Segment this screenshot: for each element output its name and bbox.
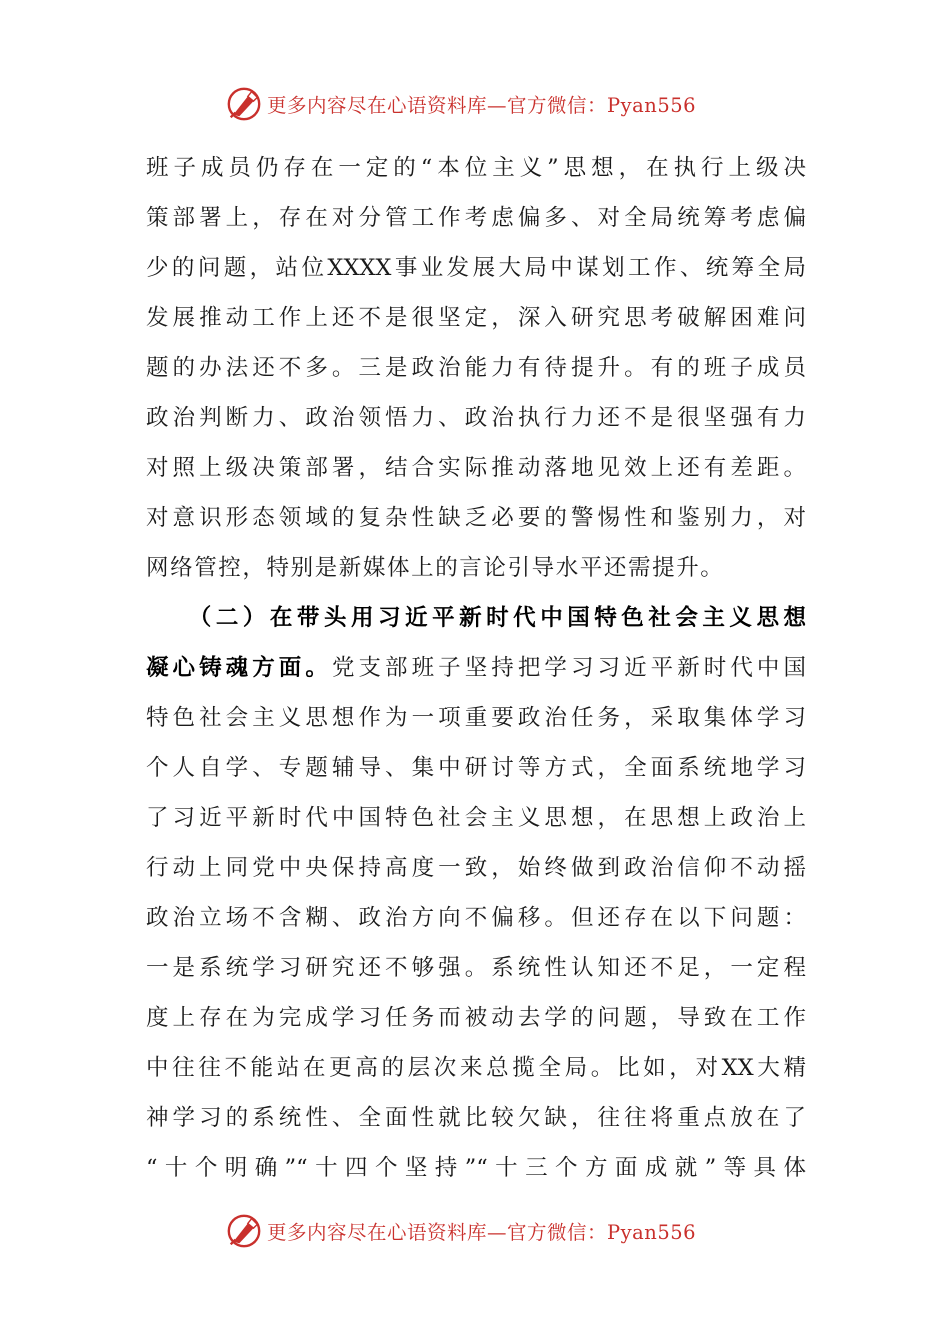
text-line bbox=[146, 543, 806, 593]
body-text: 发展推动工作上还不是很坚定，深入研究思考破解困难问 bbox=[146, 305, 806, 331]
text-line bbox=[146, 243, 806, 293]
text-line bbox=[146, 1143, 806, 1193]
text-line bbox=[146, 493, 806, 543]
text-line bbox=[146, 843, 806, 893]
body-text: 策部署上，存在对分管工作考虑偏多、对全局统筹考虑偏 bbox=[146, 205, 806, 231]
text-line bbox=[146, 1093, 806, 1143]
body-text: 一是系统学习研究还不够强。系统性认知还不足，一定程 bbox=[146, 955, 806, 981]
text-line bbox=[146, 293, 806, 343]
footer-banner bbox=[225, 1211, 745, 1251]
body-text: 特色社会主义思想作为一项重要政治任务，采取集体学习 bbox=[146, 705, 806, 731]
footer-banner-text: 更多内容尽在心语资料库—官方微信：Pyan556 bbox=[267, 1221, 697, 1244]
text-line bbox=[146, 943, 806, 993]
header-banner bbox=[225, 84, 745, 124]
body-text: 度上存在为完成学习任务而被动去学的问题，导致在工作 bbox=[146, 1005, 806, 1031]
text-line bbox=[146, 1043, 806, 1093]
body-text: 网络管控，特别是新媒体上的言论引导水平还需提升。 bbox=[146, 555, 725, 581]
pen-nib-circle-icon bbox=[225, 85, 263, 123]
body-text: 中往往不能站在更高的层次来总揽全局。比如，对XX大精 bbox=[146, 1055, 806, 1081]
header-banner-text: 更多内容尽在心语资料库—官方微信：Pyan556 bbox=[267, 94, 697, 117]
text-line bbox=[146, 693, 806, 743]
body-text: 政治判断力、政治领悟力、政治执行力还不是很坚强有力 bbox=[146, 405, 806, 431]
text-line bbox=[146, 893, 806, 943]
document-body bbox=[146, 143, 806, 1193]
body-text: 行动上同党中央保持高度一致，始终做到政治信仰不动摇 bbox=[146, 855, 806, 881]
text-line bbox=[146, 343, 806, 393]
body-text: 班子成员仍存在一定的“本位主义”思想，在执行上级决 bbox=[146, 155, 806, 181]
body-text: 对照上级决策部署，结合实际推动落地见效上还有差距。 bbox=[146, 455, 806, 481]
body-text: 个人自学、专题辅导、集中研讨等方式，全面系统地学习 bbox=[146, 755, 806, 781]
body-text: 少的问题，站位XXXX事业发展大局中谋划工作、统筹全局 bbox=[146, 255, 806, 281]
text-line bbox=[146, 643, 806, 693]
text-line bbox=[146, 143, 806, 193]
body-text: “十个明确”“十四个坚持”“十三个方面成就”等具体 bbox=[146, 1155, 806, 1181]
text-line bbox=[146, 993, 806, 1043]
body-text: 神学习的系统性、全面性就比较欠缺，往往将重点放在了 bbox=[146, 1105, 806, 1131]
text-line bbox=[146, 793, 806, 843]
text-line bbox=[146, 743, 806, 793]
body-text: 题的办法还不多。三是政治能力有待提升。有的班子成员 bbox=[146, 355, 806, 381]
text-line bbox=[146, 193, 806, 243]
text-line bbox=[146, 443, 806, 493]
bold-heading-text: （二）在带头用习近平新时代中国特色社会主义思想 bbox=[146, 605, 806, 631]
bold-heading-text: 凝心铸魂方面。 bbox=[146, 655, 332, 681]
body-text: 对意识形态领域的复杂性缺乏必要的警惕性和鉴别力，对 bbox=[146, 505, 806, 531]
body-text: 了习近平新时代中国特色社会主义思想，在思想上政治上 bbox=[146, 805, 806, 831]
body-text: 政治立场不含糊、政治方向不偏移。但还存在以下问题： bbox=[146, 905, 806, 931]
text-line bbox=[146, 393, 806, 443]
pen-nib-circle-icon bbox=[225, 1212, 263, 1250]
text-line bbox=[146, 593, 806, 643]
body-text: 党支部班子坚持把学习习近平新时代中国 bbox=[331, 655, 806, 681]
